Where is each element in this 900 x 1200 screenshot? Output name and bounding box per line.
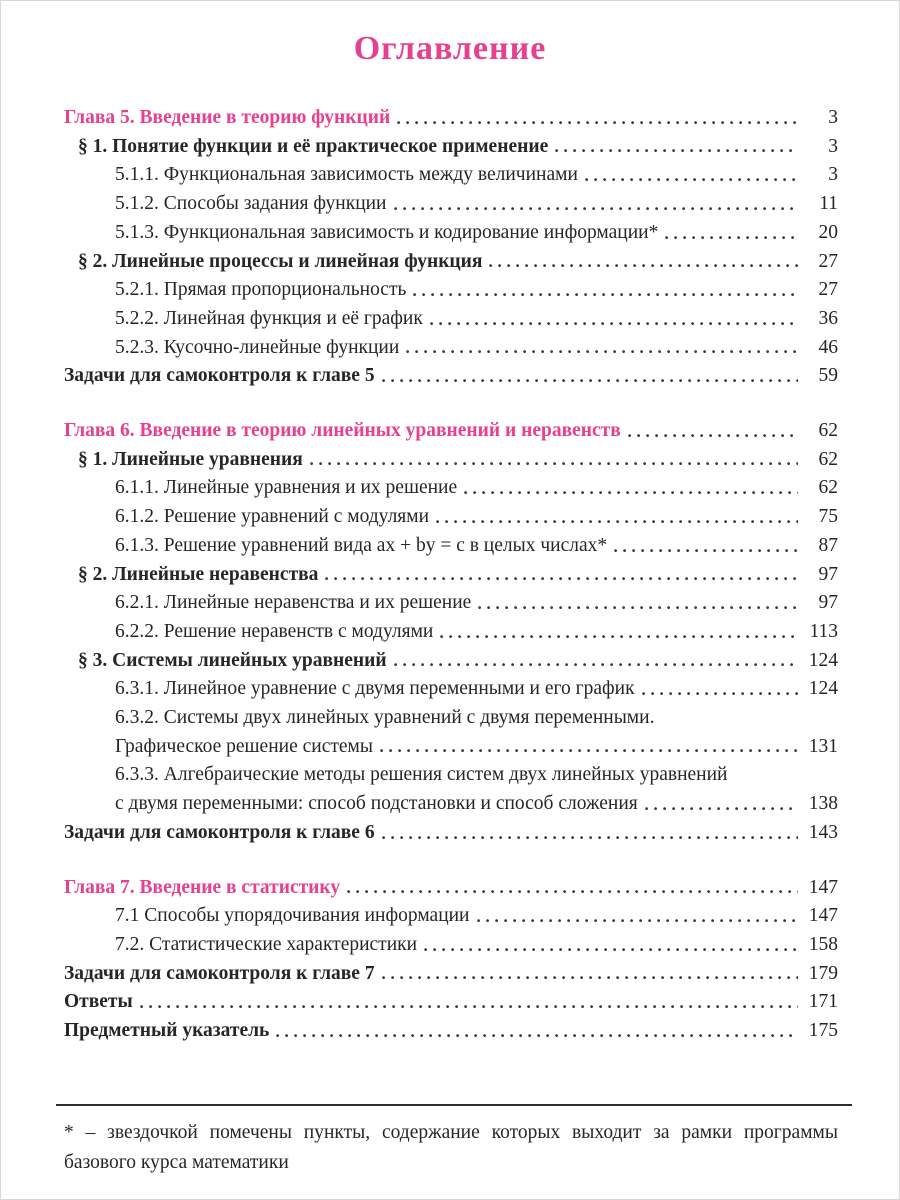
toc-entry bbox=[64, 305, 838, 334]
toc-entry bbox=[64, 161, 838, 190]
footnote-line-2: базового курса математики bbox=[64, 1151, 289, 1173]
page-title: Оглавление bbox=[353, 30, 547, 67]
toc-entry bbox=[64, 248, 838, 277]
toc-page-number: 124 bbox=[808, 678, 838, 700]
dot-leader bbox=[375, 819, 804, 848]
toc-entry-text: § 1. Понятие функции и её практическое применение bbox=[78, 135, 549, 157]
dot-leader bbox=[429, 503, 804, 532]
toc-entry bbox=[64, 589, 838, 618]
dot-leader bbox=[635, 675, 804, 704]
dot-leader bbox=[406, 276, 804, 305]
toc-page-number: 75 bbox=[818, 506, 838, 528]
toc-entry bbox=[64, 1017, 838, 1046]
toc-page-number: 62 bbox=[818, 448, 838, 470]
toc-list bbox=[64, 104, 838, 1046]
toc-entry-text: § 1. Линейные уравнения bbox=[78, 448, 303, 470]
toc-page-number: 147 bbox=[808, 876, 838, 898]
toc-entry-text: с двумя переменными: способ подстановки и способ сложения bbox=[115, 793, 638, 815]
dot-leader bbox=[340, 874, 804, 903]
toc-page-number: 36 bbox=[818, 307, 838, 329]
toc-entry-text: 6.2.1. Линейные неравенства и их решение bbox=[115, 592, 472, 614]
footnote-line-1: * – звездочкой помечены пункты, содержание которых выходит за рамки программы bbox=[64, 1121, 838, 1143]
dot-leader bbox=[303, 446, 804, 475]
toc-entry-text: 6.1.2. Решение уравнений с модулями bbox=[115, 506, 430, 528]
dot-leader bbox=[470, 902, 805, 931]
toc-page-number: 97 bbox=[818, 563, 838, 585]
toc-entry-text: 7.2. Статистические характеристики bbox=[115, 933, 418, 955]
dot-leader bbox=[423, 305, 804, 334]
dot-leader bbox=[375, 362, 804, 391]
toc-entry bbox=[64, 874, 838, 903]
toc-entry bbox=[64, 503, 838, 532]
toc-entry-text: Глава 7. Введение в статистику bbox=[64, 876, 341, 898]
toc-entry bbox=[64, 819, 838, 848]
toc-entry bbox=[64, 733, 838, 762]
toc-entry-text: 6.2.2. Решение неравенств с модулями bbox=[115, 620, 434, 642]
toc-page-number: 27 bbox=[818, 279, 838, 301]
toc-page-number: 87 bbox=[818, 534, 838, 556]
dot-leader bbox=[578, 161, 804, 190]
toc-entry bbox=[64, 133, 838, 162]
toc-page-number: 97 bbox=[818, 592, 838, 614]
toc-entry-text: 6.3.1. Линейное уравнение с двумя переменными и его график bbox=[115, 678, 635, 700]
toc-page-number: 59 bbox=[818, 365, 838, 387]
footnote-divider bbox=[56, 1104, 852, 1106]
dot-leader bbox=[399, 334, 804, 363]
toc-entry bbox=[64, 647, 838, 676]
dot-leader bbox=[318, 561, 804, 590]
dot-leader bbox=[375, 960, 804, 989]
toc-entry-text: Предметный указатель bbox=[64, 1020, 270, 1042]
toc-page-number: 11 bbox=[819, 193, 838, 215]
toc-page-number: 171 bbox=[808, 991, 838, 1013]
toc-entry bbox=[64, 618, 838, 647]
toc-entry-text: 5.2.1. Прямая пропорциональность bbox=[115, 279, 407, 301]
dot-leader bbox=[457, 474, 804, 503]
toc-entry-text: Графическое решение системы bbox=[115, 735, 373, 757]
toc-entry-text: 5.1.3. Функциональная зависимость и кодирование информации* bbox=[115, 221, 659, 243]
toc-entry bbox=[64, 532, 838, 561]
toc-entry bbox=[64, 219, 838, 248]
toc-entry bbox=[64, 190, 838, 219]
dot-leader bbox=[387, 190, 805, 219]
toc-page-number: 124 bbox=[808, 649, 838, 671]
toc-page-number: 143 bbox=[808, 821, 838, 843]
toc-entry bbox=[64, 790, 838, 819]
dot-leader bbox=[548, 133, 804, 162]
toc-entry-text: § 2. Линейные неравенства bbox=[78, 563, 319, 585]
toc-entry-text: 6.3.2. Системы двух линейных уравнений с двумя переменными. bbox=[115, 707, 655, 729]
toc-entry bbox=[64, 417, 838, 446]
toc-entry-text: 5.1.2. Способы задания функции bbox=[115, 193, 387, 215]
toc-page-number: 46 bbox=[818, 336, 838, 358]
dot-leader bbox=[658, 219, 804, 248]
toc-entry bbox=[64, 474, 838, 503]
dot-leader bbox=[390, 104, 804, 133]
toc-entry bbox=[64, 276, 838, 305]
toc-entry-text: Ответы bbox=[64, 991, 133, 1013]
dot-leader bbox=[607, 532, 804, 561]
toc-page-number: 179 bbox=[808, 962, 838, 984]
toc-entry bbox=[64, 988, 838, 1017]
dot-leader bbox=[133, 988, 804, 1017]
toc-page-number: 147 bbox=[808, 905, 838, 927]
toc-entry bbox=[64, 704, 838, 733]
toc-page-number: 3 bbox=[828, 107, 838, 128]
toc-page-number: 113 bbox=[809, 620, 838, 642]
toc-entry bbox=[64, 104, 838, 133]
toc-entry bbox=[64, 446, 838, 475]
dot-leader bbox=[471, 589, 804, 618]
toc-entry-text: § 3. Системы линейных уравнений bbox=[78, 649, 387, 671]
dot-leader bbox=[638, 790, 804, 819]
toc-page-number: 158 bbox=[808, 933, 838, 955]
toc-entry-text: 5.1.1. Функциональная зависимость между величинами bbox=[115, 164, 578, 186]
toc-entry bbox=[64, 931, 838, 960]
dot-leader bbox=[621, 417, 804, 446]
toc-page-number: 138 bbox=[808, 793, 838, 815]
toc-entry bbox=[64, 960, 838, 989]
toc-entry-text: Глава 6. Введение в теорию линейных уравнений и неравенств bbox=[64, 420, 621, 442]
toc-entry-text: 6.1.3. Решение уравнений вида ax + by = c в целых числах* bbox=[115, 534, 608, 556]
dot-leader bbox=[373, 733, 804, 762]
toc-page-number: 3 bbox=[828, 135, 838, 157]
toc-entry-text: 6.1.1. Линейные уравнения и их решение bbox=[115, 477, 458, 499]
toc-entry-text: Задачи для самоконтроля к главе 6 bbox=[64, 821, 375, 843]
toc-entry-text: Задачи для самоконтроля к главе 7 bbox=[64, 962, 375, 984]
toc-page-number: 62 bbox=[818, 420, 838, 442]
toc-page-number: 3 bbox=[828, 164, 838, 186]
toc-page-number: 20 bbox=[818, 221, 838, 243]
footnote bbox=[64, 1118, 838, 1178]
dot-leader bbox=[482, 248, 804, 277]
toc-entry-text: Задачи для самоконтроля к главе 5 bbox=[64, 365, 375, 387]
toc-entry bbox=[64, 561, 838, 590]
toc-page-number: 27 bbox=[818, 250, 838, 272]
toc-entry-text: 7.1 Способы упорядочивания информации bbox=[115, 905, 470, 927]
toc-entry-text: 6.3.3. Алгебраические методы решения систем двух линейных уравнений bbox=[115, 764, 728, 786]
toc-page-number: 175 bbox=[808, 1020, 838, 1042]
dot-leader bbox=[433, 618, 804, 647]
toc-entry bbox=[64, 902, 838, 931]
toc-entry-text: Глава 5. Введение в теорию функций bbox=[64, 107, 391, 128]
dot-leader bbox=[387, 647, 804, 676]
toc-entry bbox=[64, 362, 838, 391]
toc-page-number: 131 bbox=[808, 735, 838, 757]
toc-entry bbox=[64, 675, 838, 704]
toc-entry-text: 5.2.3. Кусочно-линейные функции bbox=[115, 336, 400, 358]
toc-entry-text: § 2. Линейные процессы и линейная функция bbox=[78, 250, 483, 272]
dot-leader bbox=[269, 1017, 804, 1046]
dot-leader bbox=[417, 931, 804, 960]
toc-entry bbox=[64, 334, 838, 363]
toc-page-number: 62 bbox=[818, 477, 838, 499]
toc-entry bbox=[64, 761, 838, 790]
toc-entry-text: 5.2.2. Линейная функция и её график bbox=[115, 307, 423, 329]
